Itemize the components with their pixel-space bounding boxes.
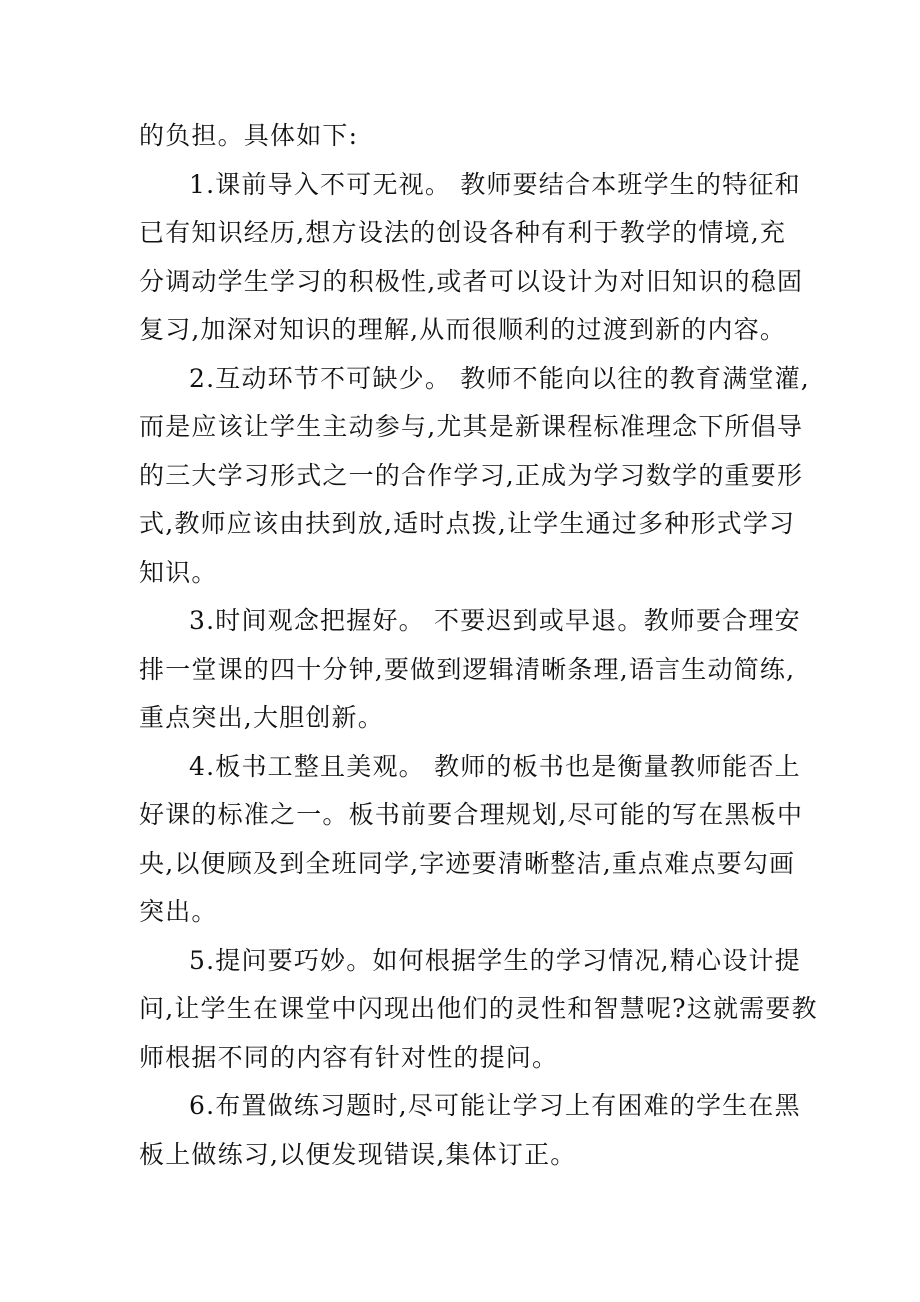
text-line: 3.时间观念把握好。 不要迟到或早退。教师要合理安 [189, 606, 801, 635]
paragraph-item-4 [139, 743, 804, 937]
text-line: 而是应该让学生主动参与,尤其是新课程标准理念下所倡导 [139, 412, 804, 441]
text-line: 已有知识经历,想方设法的创设各种有利于教学的情境,充 [139, 218, 787, 247]
text-line: 央,以便顾及到全班同学,字迹要清晰整洁,重点难点要勾画 [139, 848, 796, 878]
text-line: 复习,加深对知识的理解,从而很顺利的过渡到新的内容。 [139, 315, 787, 344]
text-line: 5.提问要巧妙。如何根据学生的学习情况,精心设计提 [189, 945, 801, 975]
text-line: 突出。 [139, 897, 218, 926]
paragraph-item-1 [139, 161, 804, 355]
text-line: 2.互动环节不可缺少。 教师不能向以往的教育满堂灌, [189, 363, 810, 393]
paragraph-item-5 [139, 937, 818, 1083]
text-line: 的负担。具体如下: [139, 121, 359, 150]
text-line: 排一堂课的四十分钟,要做到逻辑清晰条理,语言生动简练, [139, 654, 796, 684]
text-line: 4.板书工整且美观。 教师的板书也是衡量教师能否上 [189, 751, 801, 781]
paragraph-intro [139, 112, 779, 161]
text-line: 式,教师应该由扶到放,适时点拨,让学生通过多种形式学习 [139, 509, 796, 538]
text-line: 好课的标准之一。板书前要合理规划,尽可能的写在黑板中 [139, 800, 804, 829]
text-line: 分调动学生学习的积极性,或者可以设计为对旧知识的稳固 [139, 266, 804, 296]
text-line: 问,让学生在课堂中闪现出他们的灵性和智慧呢?这就需要教 [139, 994, 818, 1023]
text-line: 1.课前导入不可无视。 教师要结合本班学生的特征和 [189, 169, 801, 199]
paragraph-item-3 [139, 597, 801, 743]
text-line: 6.布置做练习题时,尽可能让学习上有困难的学生在黑 [189, 1091, 801, 1120]
paragraph-item-2 [139, 355, 810, 598]
paragraph-item-6 [139, 1082, 801, 1179]
document-body [139, 112, 818, 1179]
text-line: 板上做练习,以便发现错误,集体订正。 [139, 1139, 577, 1169]
text-line: 知识。 [139, 557, 218, 587]
text-line: 的三大学习形式之一的合作学习,正成为学习数学的重要形 [139, 460, 804, 490]
text-line: 重点突出,大胆创新。 [139, 703, 384, 732]
text-line: 师根据不同的内容有针对性的提问。 [139, 1042, 559, 1072]
